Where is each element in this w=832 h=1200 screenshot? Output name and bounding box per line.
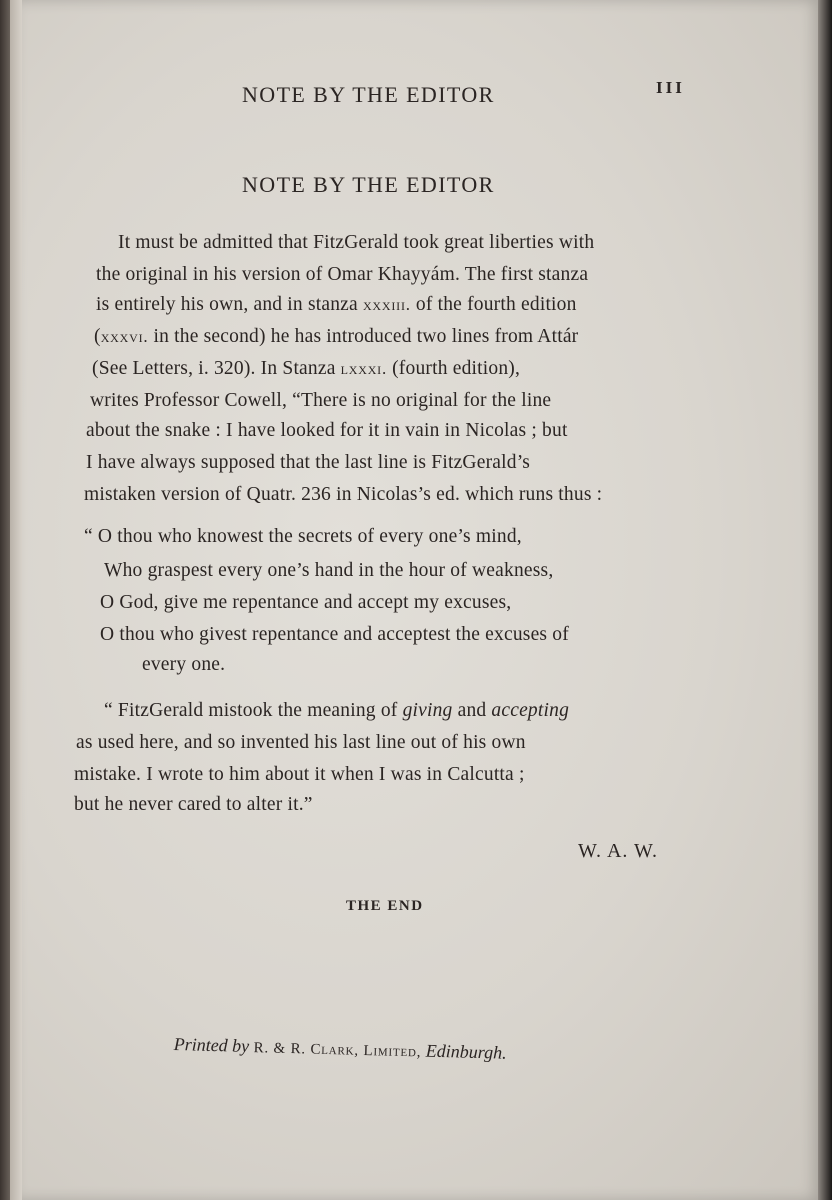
text-line: (xxxvi. in the second) he has introduced two lines from Attár [94, 326, 579, 347]
verse-line: every one. [142, 654, 226, 675]
page-number: III [656, 78, 685, 97]
text-line: (See Letters, i. 320). In Stanza lxxxi. (fourth edition), [92, 358, 521, 379]
page-edge-shadow [818, 0, 832, 1200]
text-line: about the snake : I have looked for it in vain in Nicolas ; but [86, 420, 568, 441]
running-head: NOTE BY THE EDITOR [242, 82, 495, 107]
verse-line: Who graspest every one’s hand in the hour of weakness, [104, 560, 554, 581]
verse-line: “ O thou who knowest the secrets of every one’s mind, [84, 526, 522, 547]
text-line: mistaken version of Quatr. 236 in Nicolas’s ed. which runs thus : [84, 484, 603, 505]
the-end: THE END [346, 898, 424, 914]
text-line: the original in his version of Omar Khayyám. The first stanza [96, 264, 589, 285]
verse-line: O God, give me repentance and accept my excuses, [100, 592, 512, 613]
printer-imprint: Printed by R. & R. Clark, Limited, Edinburgh. [173, 1034, 507, 1063]
book-page [22, 0, 822, 1200]
text-line: but he never cared to alter it.” [74, 794, 313, 815]
verse-line: O thou who givest repentance and acceptest the excuses of [100, 624, 569, 645]
text-line: mistake. I wrote to him about it when I was in Calcutta ; [74, 764, 525, 785]
text-line: It must be admitted that FitzGerald took great liberties with [118, 232, 595, 253]
text-line: I have always supposed that the last line is FitzGerald’s [86, 452, 531, 473]
text-line: writes Professor Cowell, “There is no original for the line [90, 390, 552, 411]
text-line: “ FitzGerald mistook the meaning of giving and accepting [104, 700, 570, 721]
page-title: NOTE BY THE EDITOR [242, 172, 495, 197]
text-line: is entirely his own, and in stanza xxxiii. of the fourth edition [96, 294, 577, 315]
signature: W. A. W. [578, 840, 659, 862]
text-line: as used here, and so invented his last line out of his own [76, 732, 526, 753]
